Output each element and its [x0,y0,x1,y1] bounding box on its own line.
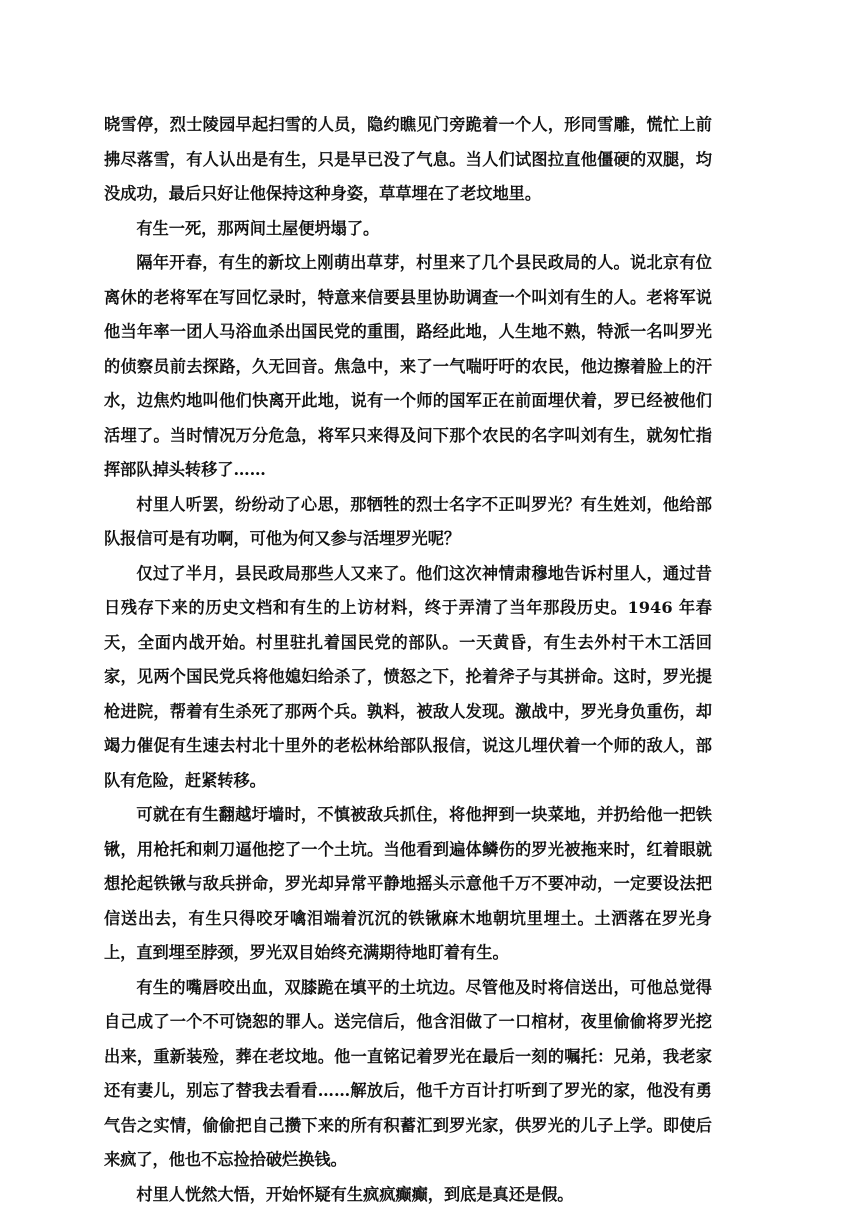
paragraph-2: 有生一死，那两间土屋便坍塌了。 [136,218,380,238]
paragraph-4: 村里人听罢，纷纷动了心思，那牺牲的烈士名字不正叫罗光？有生姓刘，他给部队报信可是有功啊，可他为何又参与活埋罗光呢？ [104,494,712,548]
paragraph-8: 村里人恍然大悟，开始怀疑有生疯疯癫癫，到底是真还是假。 [136,1184,574,1204]
paragraph-6: 可就在有生翻越圩墙时，不慎被敌兵抓住，将他押到一块菜地，并扔给他一把铁锹，用枪托和刺刀逼他挖了一个土坑。当他看到遍体鳞伤的罗光被拖来时，红着眼就想抡起铁锹与敌兵拼命，罗光却异常平静地摇头示意他千万不要冲动，一定要设法把信送出去，有生只得咬牙噙泪端着沉沉的铁锹麻木地朝坑里埋土。土洒落在罗光身上，直到埋至脖颈，罗光双目始终充满期待地盯着有生。 [104,805,712,962]
paragraph-1: 晓雪停，烈士陵园早起扫雪的人员，隐约瞧见门旁跪着一个人，形同雪雕，慌忙上前拂尽落雪，有人认出是有生，只是早已没了气息。当人们试图拉直他僵硬的双腿，均没成功，最后只好让他保持这种身姿，草草埋在了老坟地里。 [104,115,712,203]
document-body [104,108,712,1212]
paragraph-7: 有生的嘴唇咬出血，双膝跪在填平的土坑边。尽管他及时将信送出，可他总觉得自己成了一个不可饶恕的罪人。送完信后，他含泪做了一口棺材，夜里偷偷将罗光挖出来，重新装殓，葬在老坟地。他一直铭记着罗光在最后一刻的嘱托：兄弟，我老家还有妻儿，别忘了替我去看看……解放后，他千方百计打听到了罗光的家，他没有勇气告之实情，偷偷把自己攒下来的所有积蓄汇到罗光家，供罗光的儿子上学。即使后来疯了，他也不忘捡拾破烂换钱。 [104,977,712,1169]
paragraph-5: 仅过了半月，县民政局那些人又来了。他们这次神情肃穆地告诉村里人，通过昔日残存下来的历史文档和有生的上访材料，终于弄清了当年那段历史。1946 年春天，全面内战开始。村里驻扎着国民党的部队。一天黄昏，有生去外村干木工活回家，见两个国民党兵将他媳妇给杀了，愤怒之下，抡着斧子与其拼命。这时，罗光提枪进院，帮着有生杀死了那两个兵。孰料，被敌人发现。激战中，罗光身负重伤，却竭力催促有生速去村北十里外的老松林给部队报信，说这儿埋伏着一个师的敌人，部队有危险，赶紧转移。 [104,563,712,790]
paragraph-3: 隔年开春，有生的新坟上刚萌出草芽，村里来了几个县民政局的人。说北京有位离休的老将军在写回忆录时，特意来信要县里协助调查一个叫刘有生的人。老将军说他当年率一团人马浴血杀出国民党的重围，路经此地，人生地不熟，特派一名叫罗光的侦察员前去探路，久无回音。焦急中，来了一气喘吁吁的农民，他边擦着脸上的汗水，边焦灼地叫他们快离开此地，说有一个师的国军正在前面埋伏着，罗已经被他们活埋了。当时情况万分危急，将军只来得及问下那个农民的名字叫刘有生，就匆忙指挥部队掉头转移了…… [104,253,712,479]
